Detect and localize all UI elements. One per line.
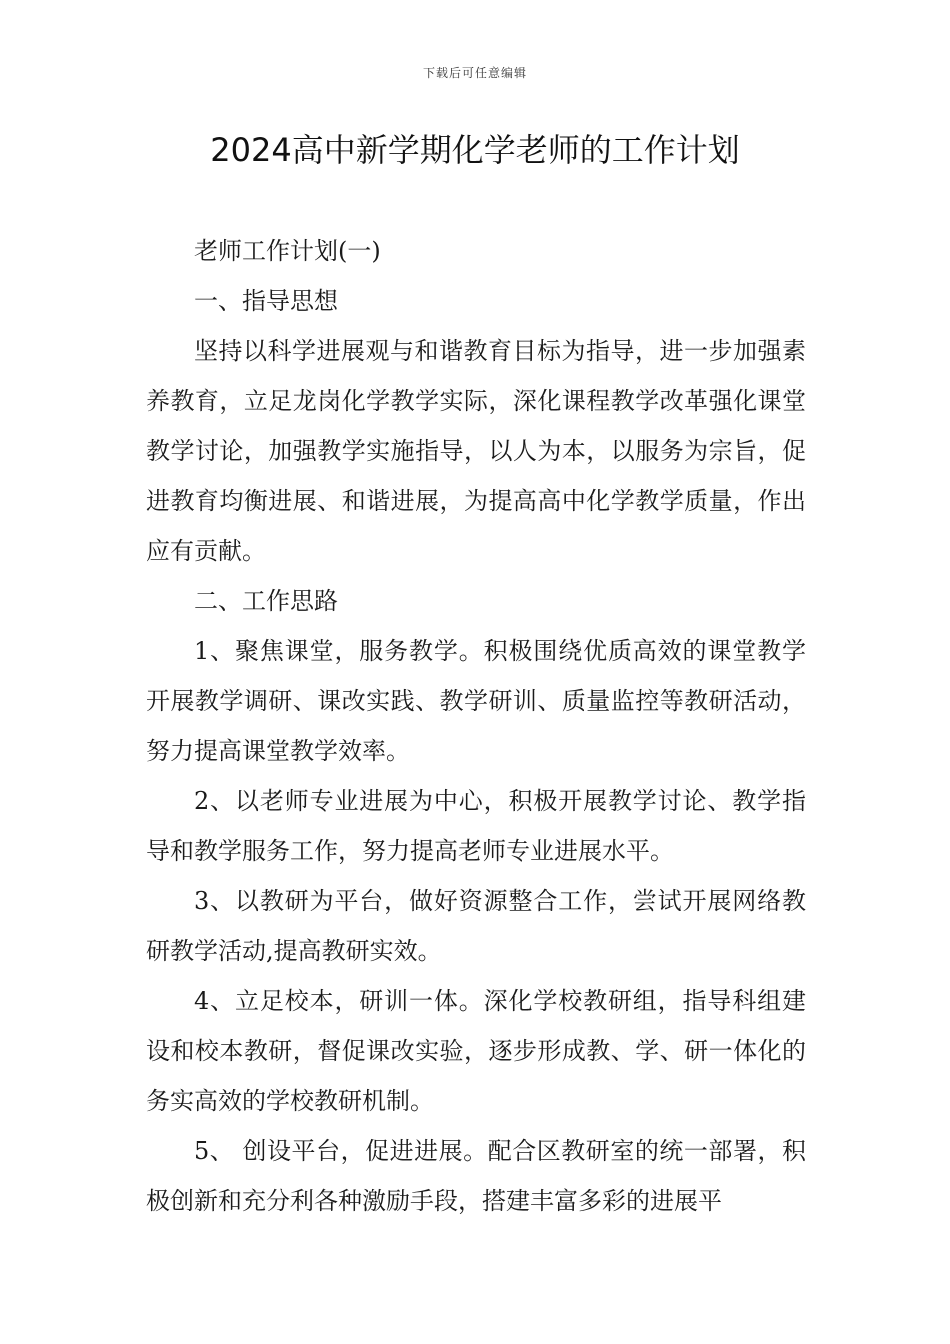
document-body	[146, 226, 806, 1226]
paragraph-guiding-thought: 坚持以科学进展观与和谐教育目标为指导，进一步加强素养教育，立足龙岗化学教学实际，深化课程教学改革强化课堂教学讨论，加强教学实施指导，以人为本，以服务为宗旨，促进教育均衡进展、和谐进展，为提高高中化学教学质量，作出应有贡献。	[146, 337, 806, 565]
paragraph-item-3: 3、以教研为平台，做好资源整合工作，尝试开展网络教研教学活动,提高教研实效。	[146, 887, 806, 965]
section-heading-plan: 老师工作计划(一)	[194, 237, 381, 265]
paragraph-item-1: 1、聚焦课堂，服务教学。积极围绕优质高效的课堂教学 开展教学调研、课改实践、教学研训、质量监控等教研活动，努力提高课堂教学效率。	[146, 637, 806, 765]
paragraph-item-4: 4、立足校本，研训一体。深化学校教研组，指导科组建设和校本教研，督促课改实验，逐步形成教、学、研一体化的务实高效的学校教研机制。	[146, 987, 806, 1115]
section-heading-guiding-thought: 一、指导思想	[194, 287, 338, 315]
section-heading-work-approach: 二、工作思路	[194, 587, 338, 615]
document-title: 2024高中新学期化学老师的工作计划	[210, 131, 740, 169]
paragraph-item-5: 5、 创设平台，促进进展。配合区教研室的统一部署，积极创新和充分利各种激励手段，搭建丰富多彩的进展平	[146, 1137, 806, 1215]
paragraph-item-2: 2、以老师专业进展为中心，积极开展教学讨论、教学指导和教学服务工作，努力提高老师专业进展水平。	[146, 787, 806, 865]
header-note: 下载后可任意编辑	[422, 66, 527, 80]
